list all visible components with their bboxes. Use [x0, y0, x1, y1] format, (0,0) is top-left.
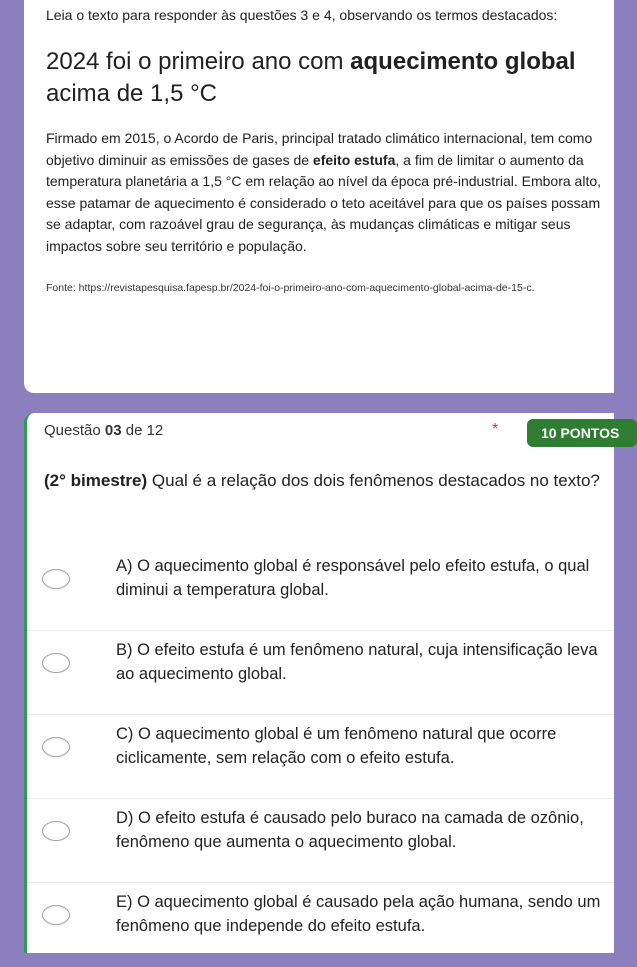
answer-options: [27, 547, 614, 967]
body-highlight: efeito estufa: [312, 151, 396, 168]
question-number-prefix: Questão: [44, 422, 105, 439]
article-headline: [46, 46, 604, 110]
answer-option-label[interactable]: A) O aquecimento global é responsável pelo efeito estufa, o qual diminui a temperatura global.: [116, 557, 590, 599]
radio-circle-icon[interactable]: [42, 737, 70, 757]
answer-option-a[interactable]: [27, 547, 614, 631]
question-prompt-text: Qual é a relação dos dois fenômenos destacados no texto?: [147, 471, 600, 490]
reading-text-card: [24, 0, 614, 393]
headline-highlight: aquecimento global: [350, 48, 576, 75]
question-card: [24, 413, 620, 953]
question-number-value: 03: [104, 422, 122, 439]
instruction-text: Leia o texto para responder às questões 3 e 4, observando os termos destacados:: [46, 7, 558, 23]
question-prompt-tag: (2° bimestre): [44, 471, 148, 490]
answer-option-b[interactable]: [27, 631, 614, 715]
answer-option-label[interactable]: C) O aquecimento global é um fenômeno natural que ocorre ciclicamente, sem relação com o efeito estufa.: [116, 725, 557, 767]
radio-circle-icon[interactable]: [42, 569, 70, 589]
answer-option-c[interactable]: [27, 715, 614, 799]
body-part-2: , a fim de limitar o aumento da temperatura planetária a 1,5 °C em relação ao nível da época pré-industrial. Embora alto, esse patamar de aquecimento é considerado o teto aceitável para que os países possam se adaptar, com razoável grau de segurança, às mudanças climáticas e mitigar seus impactos sobre seu território e população.: [46, 151, 602, 254]
answer-option-e[interactable]: [27, 883, 614, 967]
radio-circle-icon[interactable]: [42, 821, 70, 841]
headline-suffix: acima de 1,5 °C: [46, 80, 218, 107]
question-prompt: [44, 469, 604, 493]
body-part-1: Firmado em 2015, o Acordo de Paris, principal tratado climático internacional, tem como objetivo diminuir as emissões de gases de: [46, 130, 593, 168]
question-number-suffix: de 12: [121, 422, 164, 439]
required-asterisk: *: [492, 421, 499, 438]
radio-circle-icon[interactable]: [42, 905, 70, 925]
answer-option-label[interactable]: B) O efeito estufa é um fenômeno natural, cuja intensificação leva ao aquecimento global.: [116, 641, 598, 683]
points-badge: 10 PONTOS: [527, 419, 637, 447]
radio-circle-icon[interactable]: [42, 653, 70, 673]
source-citation: Fonte: https://revistapesquisa.fapesp.br/2024-foi-o-primeiro-ano-com-aquecimento-global-acima-de-15-c.: [46, 281, 535, 294]
article-body: [46, 128, 604, 258]
question-header: [44, 419, 620, 443]
question-number: [44, 422, 163, 439]
answer-option-d[interactable]: [27, 799, 614, 883]
headline-prefix: 2024 foi o primeiro ano com: [46, 48, 351, 75]
answer-option-label[interactable]: D) O efeito estufa é causado pelo buraco na camada de ozônio, fenômeno que aumenta o aquecimento global.: [116, 809, 584, 851]
answer-option-label[interactable]: E) O aquecimento global é causado pela ação humana, sendo um fenômeno que independe do efeito estufa.: [116, 893, 601, 935]
